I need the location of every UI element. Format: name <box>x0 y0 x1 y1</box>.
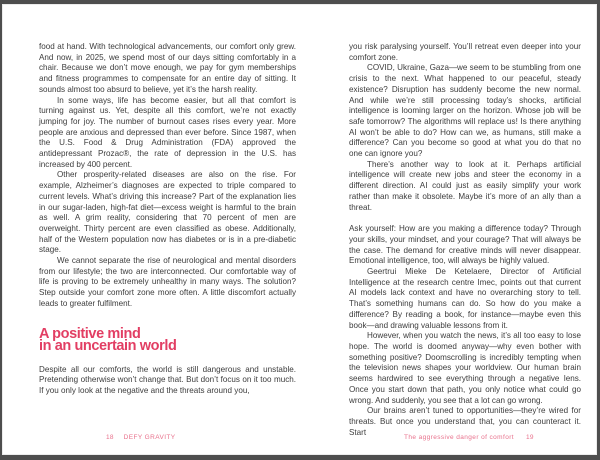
paragraph: There’s another way to look at it. Perhaps artificial intelligence will create new jobs and steer the economy in a different direction. AI could just as easily simplify your work rather than make it obsolete. Maybe it’s more of an ally than a threat. <box>349 159 581 212</box>
paragraph: food at hand. With technological advancements, our comfort only grew. And now, in 2025, we spend most of our days sitting comfortably in a chair. Because we don’t move enough, we pay for gym memberships and fitness programmes to compensate for an entire day of sitting. It sounds almost too absurd to believe, yet it’s the harsh reality. <box>39 42 296 94</box>
right-page-footer <box>404 434 534 441</box>
paragraph: COVID, Ukraine, Gaza—we seem to be stumbling from one crisis to the next. What happened to our peaceful, steady existence? Disruption has suddenly become the new normal. And while we’re still processing today’s shocks, artificial intelligence is looming larger on the horizon. Whose job will be safe tomorrow? The algorithms will replace us! Is there anything AI won’t be able to do? How can we, as humans, still make a difference? Can you become so good at what you do that no one can ignore you? <box>349 63 581 159</box>
chapter-title-running-head: The aggressive danger of comfort <box>404 434 514 441</box>
right-page-number: 19 <box>526 434 534 441</box>
section-heading <box>39 325 296 355</box>
left-page-number: 18 <box>106 434 114 441</box>
paragraph: Ask yourself: How are you making a difference today? Through your skills, your mindset, and your courage? That will always be the case. The demand for creative minds will never disappear. Emotional intelligence, too, will always be highly valued. <box>349 224 581 266</box>
book-spread <box>2 4 597 455</box>
left-page-text-column <box>39 42 296 397</box>
left-page-footer <box>106 434 176 441</box>
paragraph: Our brains aren’t tuned to opportunities—they’re wired for threats. But once you understand that, you can counteract it. Start <box>349 406 581 437</box>
paragraph: Geertrui Mieke De Ketelaere, Director of Artificial Intelligence at the research centre Imec, points out that current AI models lack context and have no overarching story to tell. That’s something humans can do. So how do you make a difference? By reading a book, for instance—maybe even this book—and drawing valuable lessons from it. <box>349 267 581 330</box>
paragraph: Despite all our comforts, the world is still dangerous and unstable. Pretending otherwise won’t change that. But don’t focus on it too much. If you only look at the negative and the threats around you, <box>39 364 296 395</box>
paragraph: We cannot separate the rise of neurological and mental disorders from our lifestyle; the two are interconnected. Our comfortable way of life is proving to be extremely unhealthy in many ways. The solution? Step outside your comfort zone more often. A little discomfort actually leads to greater fulfilment. <box>39 256 296 308</box>
section-heading-line-1: A positive mind <box>39 325 141 342</box>
paragraph: you risk paralysing yourself. You’ll retreat even deeper into your comfort zone. <box>349 42 581 62</box>
book-title-running-head: DEFY GRAVITY <box>123 434 176 441</box>
right-page-text-column <box>349 42 581 438</box>
paragraph: However, when you watch the news, it’s all too easy to lose hope. The world is doomed anyway—why even bother with something positive? Doomscrolling is incredibly tempting when the television news shapes your worldview. Our human brain seems hardwired to see everything through a negative lens. Once you start down that path, you only notice what could go wrong. And suddenly, you see that a lot can go wrong. <box>349 331 581 405</box>
paragraph: In some ways, life has become easier, but all that comfort is turning against us. Yet, despite all this comfort, we’re not exactly jumping for joy. The number of burnout cases rises every year. More people are anxious and depressed than ever before. Since 1987, when the U.S. Food & Drug Administration (FDA) approved the antidepressant Prozac®, the rate of depression in the U.S. has increased by 400 percent. <box>39 95 296 169</box>
section-heading-line-2: in an uncertain world <box>39 338 177 355</box>
paragraph: Other prosperity-related diseases are also on the rise. For example, Alzheimer’s diagnoses are expected to triple compared to current levels. What’s driving this increase? Part of the explanation lies in our sugar-laden, high-fat diet—excess weight is harmful to the brain as well. A grim reality, considering that 70 percent of men are overweight. Thirty percent are even classified as obese. Additionally, half of the Western population now has diabetes or is in a pre-diabetic stage. <box>39 170 296 255</box>
